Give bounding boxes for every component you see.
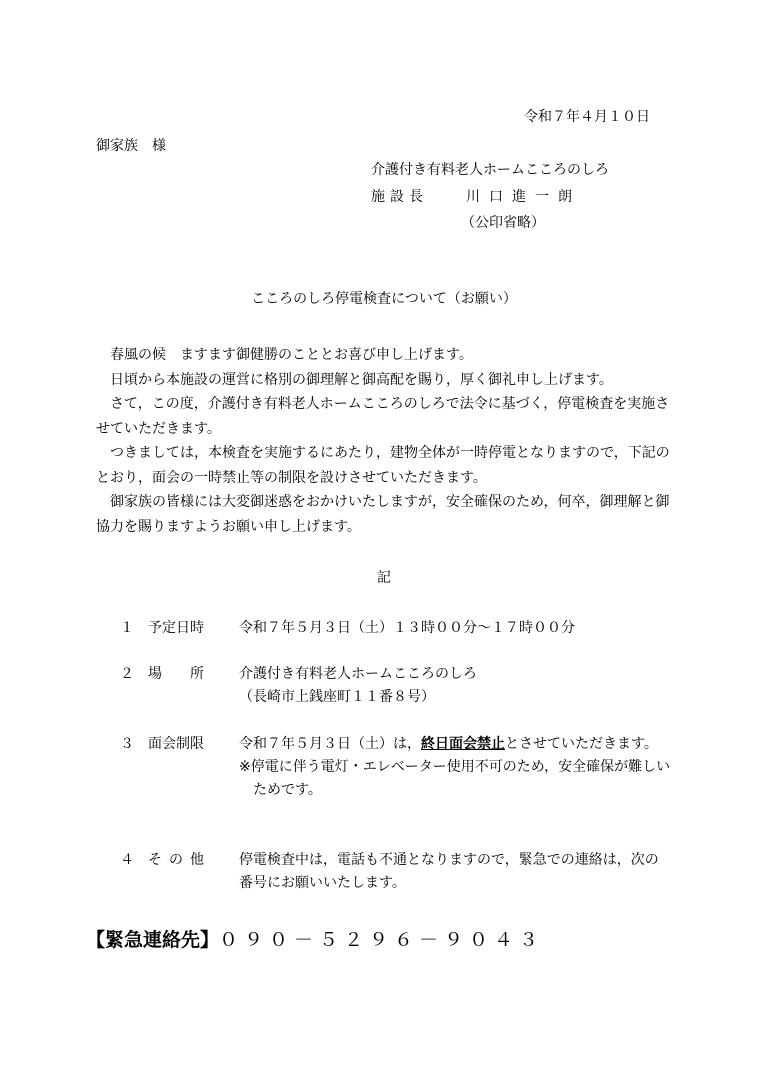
item-number-other: ４: [120, 852, 134, 868]
body-paragraph-announcement: さて，この度，介護付き有料老人ホームこころのしろで法令に基づく，停電検査を実施させていただきます。: [96, 396, 670, 437]
item-value-other: [239, 849, 671, 895]
item-value-schedule: [239, 617, 671, 640]
letter-body: [96, 343, 676, 539]
item-label-place: [148, 665, 204, 683]
restriction-statement: [239, 733, 671, 756]
director-line: [371, 188, 581, 206]
director-name: 川口進一朗: [466, 189, 581, 205]
facility-name: 介護付き有料老人ホームこころのしろ: [371, 162, 609, 178]
item-label-restriction: 面会制限: [148, 736, 204, 752]
seal-omitted-note: （公印省略）: [461, 215, 545, 231]
document-subject: こころのしろ停電検査について（お願い）: [251, 291, 517, 307]
recipient: 御家族 様: [96, 138, 166, 154]
place-facility-name: 介護付き有料老人ホームこころのしろ: [239, 666, 477, 682]
body-paragraph-restriction: つきましては，本検査を実施するにあたり，建物全体が一時停電となりますので，下記のとおり，面会の一時禁止等の制限を設けさせていただきます。: [96, 445, 670, 486]
item-label-schedule: 予定日時: [148, 620, 204, 636]
item-number-place: ２: [120, 666, 134, 682]
item-value-restriction: [239, 733, 671, 802]
place-address: （長崎市上銭座町１１番８号）: [239, 689, 435, 705]
emergency-label: 【緊急連絡先】: [86, 929, 220, 951]
other-label-text: その他: [148, 852, 204, 868]
ki-heading: 記: [377, 570, 391, 586]
item-number-schedule: １: [120, 620, 134, 636]
issue-date: 令和７年４月１０日: [524, 109, 650, 125]
restriction-prefix: 令和７年５月３日（土）は，: [239, 736, 421, 752]
emergency-phone-number[interactable]: ０９０－５２９６－９０４３: [219, 929, 545, 951]
restriction-emphasis: 終日面会禁止: [421, 736, 505, 752]
body-paragraph-apology: 御家族の皆様には大変御迷惑をおかけいたしますが，安全確保のため，何卒，御理解と御協力を賜りますようお願い申し上げます。: [96, 494, 670, 535]
place-label-text: 場所: [148, 666, 204, 682]
body-paragraph-thanks: 日頃から本施設の運営に格別の御理解と御高配を賜り，厚く御礼申し上げます。: [110, 371, 613, 388]
restriction-note: ※停電に伴う電灯・エレベーター使用不可のため，安全確保が難しいためです。: [239, 759, 671, 798]
item-value-place: [239, 663, 671, 709]
item-number-restriction: ３: [120, 736, 134, 752]
other-note: 停電検査中は，電話も不通となりますので，緊急での連絡は，次の番号にお願いいたします。: [239, 852, 659, 891]
director-title: 施設長: [371, 189, 428, 205]
emergency-contact: [86, 927, 544, 953]
body-paragraph-greeting: 春風の候 ますます御健勝のこととお喜び申し上げます。: [110, 347, 473, 363]
schedule-datetime: 令和７年５月３日（土）１３時００分～１７時００分: [239, 620, 575, 636]
restriction-suffix: とさせていただきます。: [505, 736, 658, 752]
item-label-other: [148, 851, 204, 869]
